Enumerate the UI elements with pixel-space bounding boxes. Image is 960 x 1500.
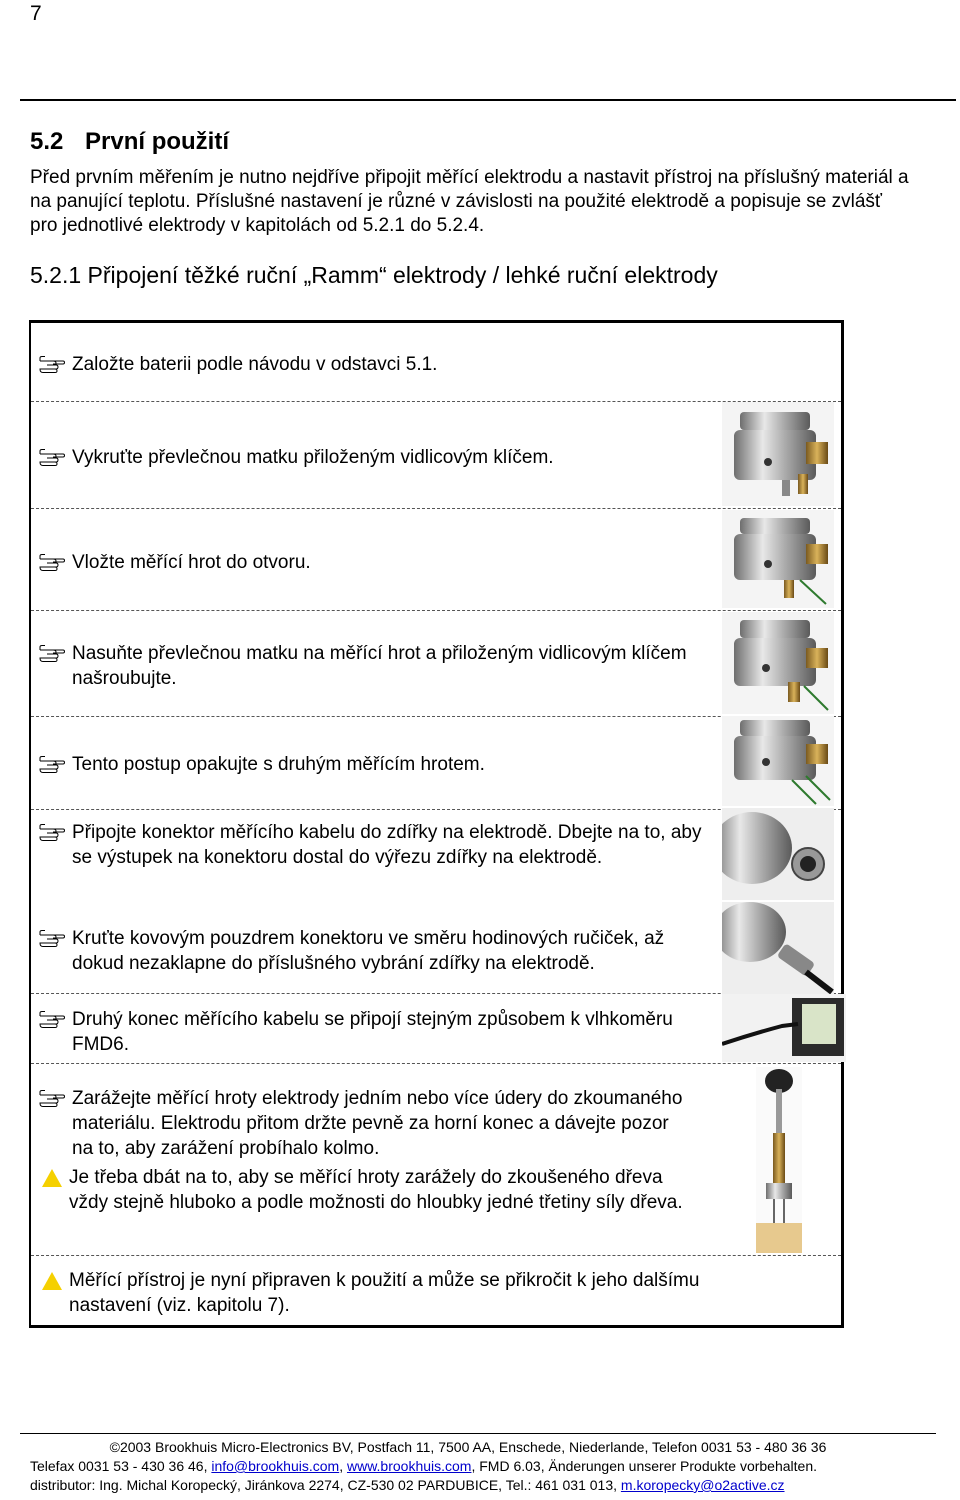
page-number: 7 [30, 2, 42, 25]
step-item [39, 820, 721, 870]
step-text: Měřící přístroj je nyní připraven k použití a může se přikročit k jeho dalšímu nastavení (viz. kapitolu 7). [69, 1270, 700, 1316]
brookhuis-email-link[interactable]: info@brookhuis.com [211, 1458, 340, 1474]
brookhuis-web-link[interactable]: www.brookhuis.com [346, 1458, 472, 1474]
step-divider [31, 809, 841, 810]
pointing-hand-icon [39, 929, 65, 947]
footer-distributor-text: distributor: Ing. Michal Koropecký, Jiránkova 2274, CZ-530 02 PARDUBICE, Tel.: 461 031 013, [30, 1477, 621, 1493]
subsection-title: 5.2.1 Připojení těžké ruční „Ramm“ elektrody / lehké ruční elektrody [30, 262, 718, 288]
header-rule [20, 99, 956, 101]
section-title: První použití [85, 128, 229, 155]
electrode-photo-nut [722, 402, 834, 506]
step-item [39, 1086, 689, 1161]
step-divider [31, 716, 841, 717]
fmd6-device-photo [722, 994, 846, 1062]
step-divider [31, 993, 841, 994]
pointing-hand-icon [39, 755, 65, 773]
intro-paragraph: Před prvním měřením je nutno nejdříve připojit měřící elektrodu a nastavit přístroj na příslušný materiál a na panující teplotu. Příslušné nastavení je různé v závislosti na použité elektrodě a popisuje se zvlášť pro jednotlivé elektrody v kapitolách od 5.2.1 do 5.2.4. [30, 167, 909, 236]
step-item [39, 752, 679, 777]
pointing-hand-icon [39, 448, 65, 466]
step-text: Kruťte kovovým pouzdrem konektoru ve směru hodinových ručiček, až dokud nezaklapne do příslušného vybrání zdířky na elektrodě. [72, 928, 665, 974]
footer-copyright: ©2003 Brookhuis Micro-Electronics BV, Postfach 11, 7500 AA, Enschede, Niederlande, Telefon 0031 53 - 480 36 36 [109, 1439, 827, 1455]
step-item [39, 1007, 679, 1057]
pointing-hand-icon [39, 823, 65, 841]
step-text: Vykruťte převlečnou matku přiloženým vidlicovým klíčem. [72, 447, 554, 468]
step-divider [31, 610, 841, 611]
hammer-electrode-photo [756, 1067, 802, 1253]
electrode-photo-pin [722, 510, 834, 608]
step-item [39, 550, 679, 575]
warning-triangle-icon [42, 1272, 62, 1290]
electrode-photo-tighten [722, 612, 834, 714]
step-divider [31, 401, 841, 402]
pointing-hand-icon [39, 644, 65, 662]
pointing-hand-icon [39, 355, 65, 373]
pointing-hand-icon [39, 1010, 65, 1028]
step-item [39, 1165, 689, 1215]
step-text: Vložte měřící hrot do otvoru. [72, 552, 311, 573]
step-divider [31, 1063, 841, 1064]
distributor-email-link[interactable]: m.koropecky@o2active.cz [620, 1477, 785, 1493]
pointing-hand-icon [39, 553, 65, 571]
step-item [39, 1268, 719, 1318]
cable-photo [722, 902, 834, 994]
connector-photo [722, 808, 834, 900]
step-item [39, 352, 829, 377]
step-item [39, 445, 679, 470]
step-text: Nasuňte převlečnou matku na měřící hrot a přiloženým vidlicovým klíčem našroubujte. [72, 643, 687, 689]
step-text: Založte baterii podle návodu v odstavci 5.1. [72, 354, 438, 375]
step-item [39, 926, 721, 976]
step-divider [31, 1255, 841, 1256]
footer-distributor [30, 1477, 785, 1493]
step-item [39, 641, 719, 691]
section-heading [30, 128, 229, 156]
section-number: 5.2 [30, 128, 64, 155]
footer-separator: , [339, 1458, 347, 1474]
electrode-photo-second-pin [722, 716, 834, 806]
footer-contact [30, 1458, 817, 1474]
warning-triangle-icon [42, 1169, 62, 1187]
step-text: Druhý konec měřícího kabelu se připojí stejným způsobem k vlhkoměru FMD6. [72, 1009, 673, 1055]
footer-version-note: , FMD 6.03, Änderungen unserer Produkte vorbehalten. [471, 1458, 818, 1474]
step-text: Připojte konektor měřícího kabelu do zdířky na elektrodě. Dbejte na to, aby se výstupek na konektoru dostal do výřezu zdířky na elektrodě. [72, 822, 702, 868]
step-text: Zarážejte měřící hroty elektrody jedním nebo více údery do zkoumaného materiálu. Elektrodu přitom držte pevně za horní konec a dávejte pozor na to, aby zarážení probíhalo kolmo. [72, 1088, 683, 1159]
footer-telefax: Telefax 0031 53 - 430 36 46, [30, 1458, 212, 1474]
step-divider [31, 508, 841, 509]
footer-rule [20, 1433, 936, 1434]
step-text: Je třeba dbát na to, aby se měřící hroty zarážely do zkoušeného dřeva vždy stejně hluboko a podle možnosti do hloubky jedné třetiny síly dřeva. [69, 1167, 683, 1213]
pointing-hand-icon [39, 1089, 65, 1107]
step-text: Tento postup opakujte s druhým měřícím hrotem. [72, 754, 485, 775]
